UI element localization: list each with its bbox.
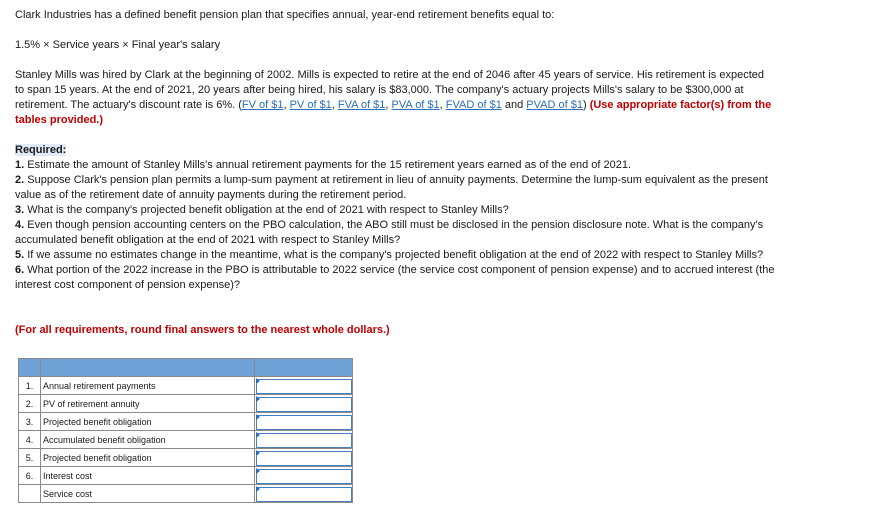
row-number: 2. xyxy=(19,395,41,413)
row-label: Projected benefit obligation xyxy=(41,413,255,431)
pvad-of-1-link[interactable]: PVAD of $1 xyxy=(526,99,583,111)
table-row xyxy=(19,467,353,485)
interest-cost-input[interactable] xyxy=(256,469,352,484)
scenario-paragraph: Stanley Mills was hired by Clark at the beginning of 2002. Mills is expected to retire at the end of 2046 after 45 years of service. His retirement is expected to span 15 years. At the end of 2021, 20 years after being hired, his salary is $83,000. The company's actuary projects Mills's salary to be $300,000 at retirement. The actuary's discount rate is 6%. (FV of $1, PV of $1, FVA of $1, PVA of $1, FVAD of $1 and PVAD of $1) (Use appropriate factor(s) from the tables provided.) xyxy=(15,69,772,126)
requirement-3: 3. What is the company's projected benefit obligation at the end of 2021 with respect to Stanley Mills? xyxy=(15,204,509,216)
row-number: 1. xyxy=(19,377,41,395)
row-label: Accumulated benefit obligation xyxy=(41,431,255,449)
input-marker-icon xyxy=(256,378,260,384)
pbo-2021-input[interactable] xyxy=(256,415,352,430)
pv-of-1-link[interactable]: PV of $1 xyxy=(289,99,332,111)
abo-input[interactable] xyxy=(256,433,352,448)
fva-of-1-link[interactable]: FVA of $1 xyxy=(337,99,386,111)
row-number: 6. xyxy=(19,467,41,485)
row-label: PV of retirement annuity xyxy=(41,395,255,413)
row-number: 3. xyxy=(19,413,41,431)
requirement-1: 1. Estimate the amount of Stanley Mills's annual retirement payments for the 15 retirement years earned as of the end of 2021. xyxy=(15,159,632,171)
service-cost-input[interactable] xyxy=(256,487,352,502)
required-section xyxy=(15,143,775,293)
answer-table-header xyxy=(19,359,353,377)
requirement-5: 5. If we assume no estimates change in the meantime, what is the company's projected benefit obligation at the end of 2022 with respect to Stanley Mills? xyxy=(15,249,764,261)
row-label: Annual retirement payments xyxy=(41,377,255,395)
requirement-4: 4. Even though pension accounting centers on the PBO calculation, the ABO still must be disclosed in the pension disclosure note. What is the company's accumulated benefit obligation at the end of 2021 with respect to Stanley Mills? xyxy=(15,219,764,246)
scenario-text: Stanley Mills was hired by Clark at the beginning of 2002. Mills is expected to retire at the end of 2046 after 45 years of service. His retirement is expected to span 15 years. At the end of 2021, 20 years after being hired, his salary is $83,000. The company's actuary projects Mills's salary to be $300,000 at retirement. The actuary's discount rate is 6%. ( xyxy=(15,69,764,111)
formula-text: 1.5% × Service years × Final year's salary xyxy=(15,39,221,51)
intro-text: Clark Industries has a defined benefit pension plan that specifies annual, year-end retirement benefits equal to: xyxy=(15,9,555,21)
requirement-2: 2. Suppose Clark's pension plan permits a lump-sum payment at retirement in lieu of annuity payments. Determine the lump-sum equivalent as the present value as of the retirement date of annuity payments during the retirement period. xyxy=(15,174,768,201)
table-row xyxy=(19,413,353,431)
input-marker-icon xyxy=(256,432,260,438)
table-row xyxy=(19,485,353,503)
input-marker-icon xyxy=(256,396,260,402)
input-marker-icon xyxy=(256,414,260,420)
rounding-note: (For all requirements, round final answers to the nearest whole dollars.) xyxy=(15,324,390,336)
input-marker-icon xyxy=(256,468,260,474)
pva-of-1-link[interactable]: PVA of $1 xyxy=(391,99,440,111)
row-label: Projected benefit obligation xyxy=(41,449,255,467)
row-number: 4. xyxy=(19,431,41,449)
row-number xyxy=(19,485,41,503)
row-label: Service cost xyxy=(41,485,255,503)
input-marker-icon xyxy=(256,486,260,492)
annual-retirement-payments-input[interactable] xyxy=(256,379,352,394)
table-row xyxy=(19,395,353,413)
table-row xyxy=(19,431,353,449)
input-marker-icon xyxy=(256,450,260,456)
row-number: 5. xyxy=(19,449,41,467)
table-row xyxy=(19,449,353,467)
table-row xyxy=(19,377,353,395)
pv-retirement-annuity-input[interactable] xyxy=(256,397,352,412)
fvad-of-1-link[interactable]: FVAD of $1 xyxy=(445,99,502,111)
required-heading: Required: xyxy=(15,144,67,156)
fv-of-1-link[interactable]: FV of $1 xyxy=(241,99,284,111)
requirement-6: 6. What portion of the 2022 increase in the PBO is attributable to 2022 service (the service cost component of pension expense) and to accrued interest (the interest cost component of pension expense)? xyxy=(15,264,775,291)
answer-table xyxy=(18,358,353,503)
factor-note: (Use appropriate factor(s) from the tables provided.) xyxy=(15,99,772,126)
pbo-2022-input[interactable] xyxy=(256,451,352,466)
row-label: Interest cost xyxy=(41,467,255,485)
